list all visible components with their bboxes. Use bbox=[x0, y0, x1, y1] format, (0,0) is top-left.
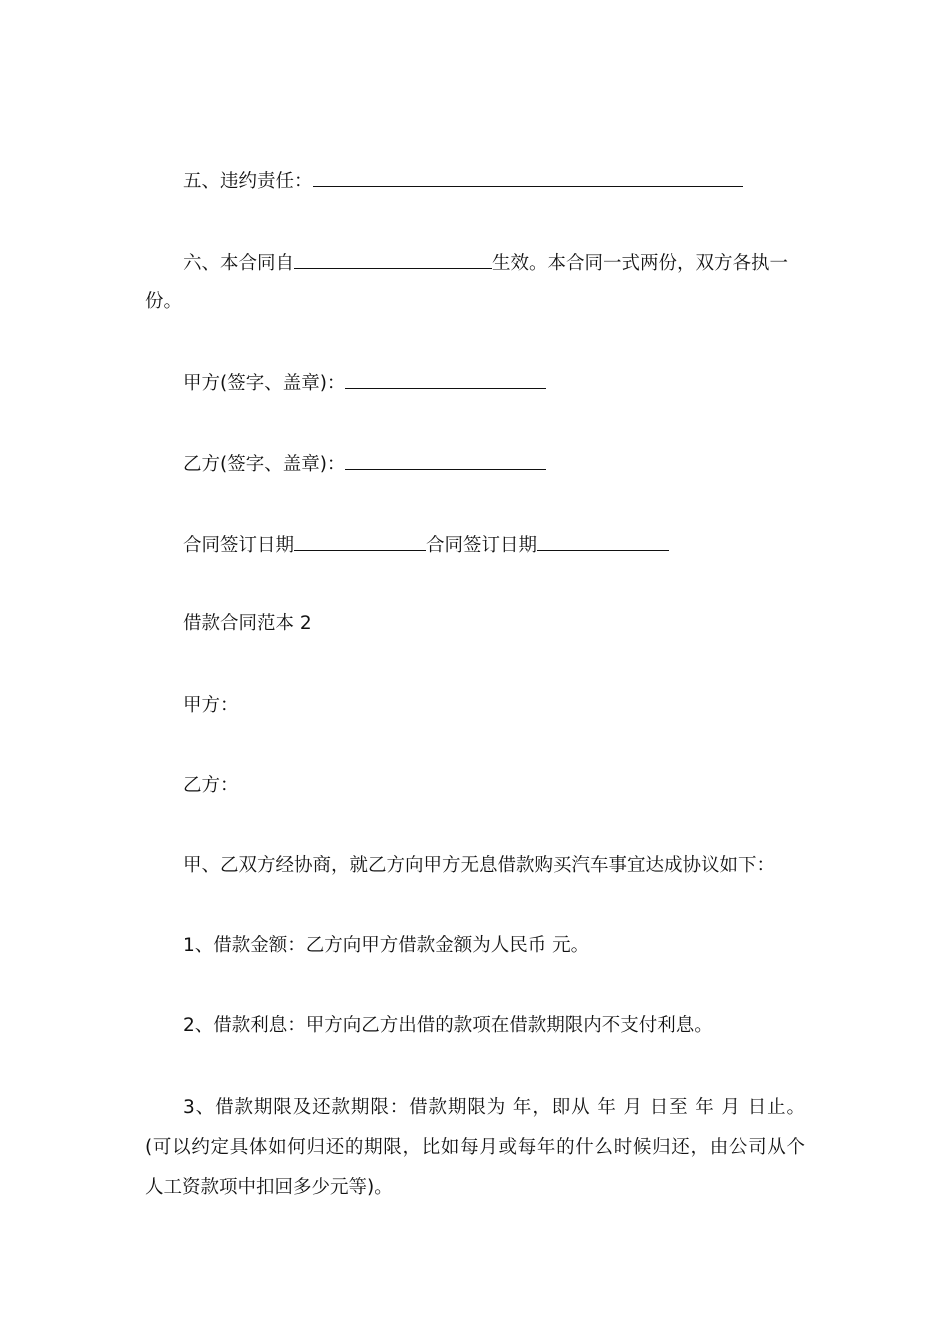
clause-6-continued: 份。 bbox=[145, 291, 183, 312]
signing-date-label-2: 合同签订日期 bbox=[426, 535, 538, 556]
item-3-line-2-wrap bbox=[145, 1136, 805, 1160]
effective-date-blank bbox=[294, 250, 492, 269]
item-3-line-3: 人工资款项中扣回多少元等)。 bbox=[145, 1177, 393, 1198]
item-1-loan-amount: 1、借款金额：乙方向甲方借款金额为人民币 元。 bbox=[183, 935, 590, 956]
agreement-intro: 甲、乙双方经协商，就乙方向甲方无息借款购买汽车事宜达成协议如下： bbox=[183, 855, 776, 876]
sample-2-title: 借款合同范本 2 bbox=[183, 613, 312, 634]
party-b-signature-blank bbox=[345, 451, 546, 470]
item-3-loan-term bbox=[183, 1096, 805, 1120]
signing-date-blank-2 bbox=[537, 532, 669, 551]
signing-date bbox=[183, 532, 669, 558]
clause-6 bbox=[183, 250, 788, 276]
signing-date-label-1: 合同签订日期 bbox=[183, 535, 295, 556]
breach-liability-blank bbox=[313, 168, 743, 187]
clause-6-label: 六、本合同自 bbox=[183, 253, 295, 274]
item-3-line-1: 3、借款期限及还款期限：借款期限为 年，即从 年 月 日至 年 月 日止。 bbox=[183, 1097, 805, 1118]
clause-5 bbox=[183, 168, 743, 194]
party-a-signature-blank bbox=[345, 370, 546, 389]
clause-5-label: 五、违约责任： bbox=[183, 171, 313, 192]
party-b-label: 乙方： bbox=[183, 775, 239, 796]
item-2-loan-interest: 2、借款利息：甲方向乙方出借的款项在借款期限内不支付利息。 bbox=[183, 1015, 713, 1036]
party-a-signature bbox=[183, 370, 546, 396]
party-b-signature bbox=[183, 451, 546, 477]
party-b-signature-label: 乙方(签字、盖章)： bbox=[183, 454, 346, 475]
party-a-label: 甲方： bbox=[183, 695, 239, 716]
signing-date-blank-1 bbox=[294, 532, 426, 551]
party-a-signature-label: 甲方(签字、盖章)： bbox=[183, 373, 346, 394]
clause-6-suffix: 生效。本合同一式两份，双方各执一 bbox=[492, 253, 789, 274]
item-3-line-2: (可以约定具体如何归还的期限，比如每月或每年的什么时候归还，由公司从个 bbox=[145, 1137, 805, 1158]
